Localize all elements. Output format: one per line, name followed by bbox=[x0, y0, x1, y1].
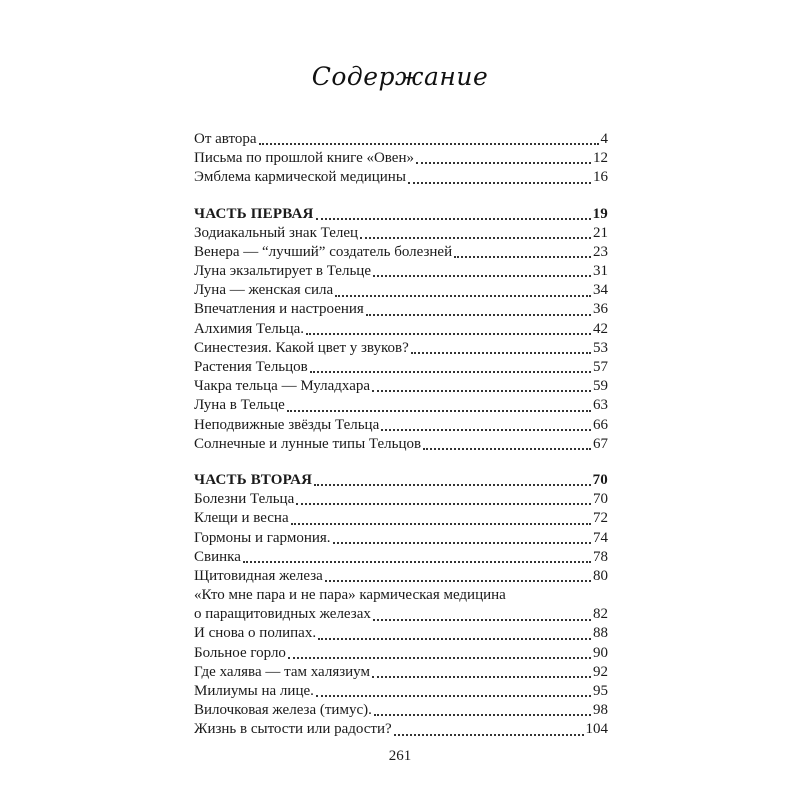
toc-entry-title: Венера — “лучший” создатель болезней bbox=[194, 243, 453, 260]
toc-entry-title: о паращитовидных железах bbox=[194, 606, 371, 623]
toc-entry-title: Больное горло bbox=[194, 644, 286, 661]
toc-entry-title: Гормоны и гармония. bbox=[194, 529, 331, 546]
toc-entry bbox=[194, 625, 608, 644]
toc-entry-title: Болезни Тельца bbox=[194, 491, 295, 508]
toc-entry-page: 23 bbox=[593, 243, 608, 260]
toc-entry bbox=[194, 339, 608, 358]
dot-leader bbox=[360, 236, 591, 239]
toc-entry-page: 63 bbox=[593, 397, 608, 414]
toc-entry-title: Впечатления и настроения bbox=[194, 301, 364, 318]
toc-entry bbox=[194, 490, 608, 509]
dot-leader bbox=[373, 618, 591, 621]
toc-section bbox=[194, 205, 608, 454]
toc-entry-page: 57 bbox=[593, 359, 608, 376]
toc-entry-page: 104 bbox=[585, 721, 608, 738]
toc-entry-page: 21 bbox=[593, 224, 608, 241]
toc-entry-title: Растения Тельцов bbox=[194, 359, 308, 376]
dot-leader bbox=[296, 502, 591, 505]
toc-entry bbox=[194, 224, 608, 243]
toc-entry-title: Неподвижные звёзды Тельца bbox=[194, 416, 380, 433]
dot-leader bbox=[454, 255, 591, 258]
toc-entry-title: Зодиакальный знак Телец bbox=[194, 224, 359, 241]
dot-leader bbox=[394, 733, 584, 736]
toc-entry-title: Луна в Тельце bbox=[194, 397, 285, 414]
toc-entry-title: Жизнь в сытости или радости? bbox=[194, 721, 392, 738]
toc-entry-page: 72 bbox=[593, 510, 608, 527]
toc-entry-page: 19 bbox=[592, 205, 608, 222]
toc-entry-page: 42 bbox=[593, 320, 608, 337]
toc-entry bbox=[194, 396, 608, 415]
toc-entry-page: 82 bbox=[593, 606, 608, 623]
toc-entry bbox=[194, 548, 608, 567]
toc-entry bbox=[194, 168, 608, 187]
toc-entry-title: Луна экзальтирует в Тельце bbox=[194, 263, 371, 280]
toc-part-heading bbox=[194, 471, 608, 490]
toc-entry-page: 36 bbox=[593, 301, 608, 318]
dot-leader bbox=[411, 351, 591, 354]
toc-entry-page: 88 bbox=[593, 625, 608, 642]
table-of-contents bbox=[194, 130, 608, 740]
toc-entry bbox=[194, 663, 608, 682]
toc-entry bbox=[194, 435, 608, 454]
toc-entry bbox=[194, 720, 608, 739]
toc-entry-page: 4 bbox=[600, 130, 608, 147]
dot-leader bbox=[325, 579, 591, 582]
toc-entry bbox=[194, 644, 608, 663]
dot-leader bbox=[373, 274, 591, 277]
toc-entry-title: Письма по прошлой книге «Овен» bbox=[194, 150, 414, 167]
toc-entry-page: 80 bbox=[593, 567, 608, 584]
dot-leader bbox=[259, 142, 599, 145]
dot-leader bbox=[287, 409, 591, 412]
toc-entry-page: 98 bbox=[593, 702, 608, 719]
dot-leader bbox=[372, 675, 591, 678]
toc-entry-title: Милиумы на лице. bbox=[194, 683, 314, 700]
toc-entry bbox=[194, 377, 608, 396]
page-title: Содержание bbox=[311, 62, 489, 91]
dot-leader bbox=[291, 522, 591, 525]
toc-entry bbox=[194, 320, 608, 339]
dot-leader bbox=[374, 713, 591, 716]
dot-leader bbox=[333, 541, 591, 544]
toc-entry-title: Свинка bbox=[194, 548, 241, 565]
toc-entry bbox=[194, 529, 608, 548]
dot-leader bbox=[243, 560, 591, 563]
dot-leader bbox=[408, 181, 591, 184]
toc-entry-title: ЧАСТЬ ПЕРВАЯ bbox=[194, 205, 314, 222]
toc-entry bbox=[194, 416, 608, 435]
dot-leader bbox=[335, 294, 591, 297]
toc-entry-title: Где халява — там халязиум bbox=[194, 663, 370, 680]
toc-entry-page: 59 bbox=[593, 378, 608, 395]
toc-entry bbox=[194, 701, 608, 720]
toc-entry-title: И снова о полипах. bbox=[194, 625, 317, 642]
toc-entry bbox=[194, 358, 608, 377]
toc-entry-page: 66 bbox=[593, 416, 608, 433]
toc-entry-title: Эмблема кармической медицины bbox=[194, 169, 406, 186]
dot-leader bbox=[310, 370, 591, 373]
dot-leader bbox=[372, 389, 591, 392]
toc-entry-title: Луна — женская сила bbox=[194, 282, 334, 299]
dot-leader bbox=[423, 447, 591, 450]
toc-entry-page: 34 bbox=[593, 282, 608, 299]
toc-entry-title: Вилочковая железа (тимус). bbox=[194, 702, 372, 719]
toc-entry-page: 95 bbox=[593, 683, 608, 700]
toc-entry bbox=[194, 509, 608, 528]
toc-entry bbox=[194, 567, 608, 586]
toc-entry-title: Синестезия. Какой цвет у звуков? bbox=[194, 339, 409, 356]
toc-entry-title: Алхимия Тельца. bbox=[194, 320, 305, 337]
toc-entry bbox=[194, 586, 608, 605]
toc-entry-title: «Кто мне пара и не пара» кармическая медицина bbox=[194, 587, 506, 604]
toc-entry-page: 70 bbox=[593, 491, 608, 508]
toc-entry-page: 12 bbox=[593, 150, 608, 167]
dot-leader bbox=[366, 313, 591, 316]
toc-entry bbox=[194, 682, 608, 701]
toc-entry-title: Солнечные и лунные типы Тельцов bbox=[194, 435, 422, 452]
toc-section bbox=[194, 471, 608, 740]
toc-entry bbox=[194, 301, 608, 320]
toc-entry bbox=[194, 243, 608, 262]
toc-entry-page: 70 bbox=[592, 471, 608, 488]
toc-entry-page: 90 bbox=[593, 644, 608, 661]
toc-entry bbox=[194, 262, 608, 281]
toc-entry-title: От автора bbox=[194, 130, 257, 147]
page-number: 261 bbox=[388, 748, 412, 764]
toc-entry-page: 53 bbox=[593, 339, 608, 356]
dot-leader bbox=[314, 483, 590, 486]
dot-leader bbox=[306, 332, 591, 335]
dot-leader bbox=[316, 217, 591, 220]
toc-entry bbox=[194, 281, 608, 300]
toc-entry-title: Клещи и весна bbox=[194, 510, 289, 527]
toc-entry-page: 74 bbox=[593, 529, 608, 546]
toc-entry-page: 67 bbox=[593, 435, 608, 452]
toc-entry-title: Чакра тельца — Муладхара bbox=[194, 378, 371, 395]
dot-leader bbox=[381, 428, 591, 431]
toc-entry-title: ЧАСТЬ ВТОРАЯ bbox=[194, 471, 313, 488]
toc-part-heading bbox=[194, 205, 608, 224]
toc-entry bbox=[194, 130, 608, 149]
dot-leader bbox=[318, 637, 591, 640]
toc-entry bbox=[194, 149, 608, 168]
dot-leader bbox=[288, 656, 591, 659]
toc-entry-page: 16 bbox=[593, 169, 608, 186]
dot-leader bbox=[316, 694, 591, 697]
toc-entry-page: 31 bbox=[593, 263, 608, 280]
toc-entry-continuation bbox=[194, 605, 608, 624]
toc-entry-page: 92 bbox=[593, 663, 608, 680]
toc-entry-page: 78 bbox=[593, 548, 608, 565]
toc-section bbox=[194, 130, 608, 188]
toc-entry-title: Щитовидная железа bbox=[194, 567, 323, 584]
dot-leader bbox=[416, 161, 591, 164]
